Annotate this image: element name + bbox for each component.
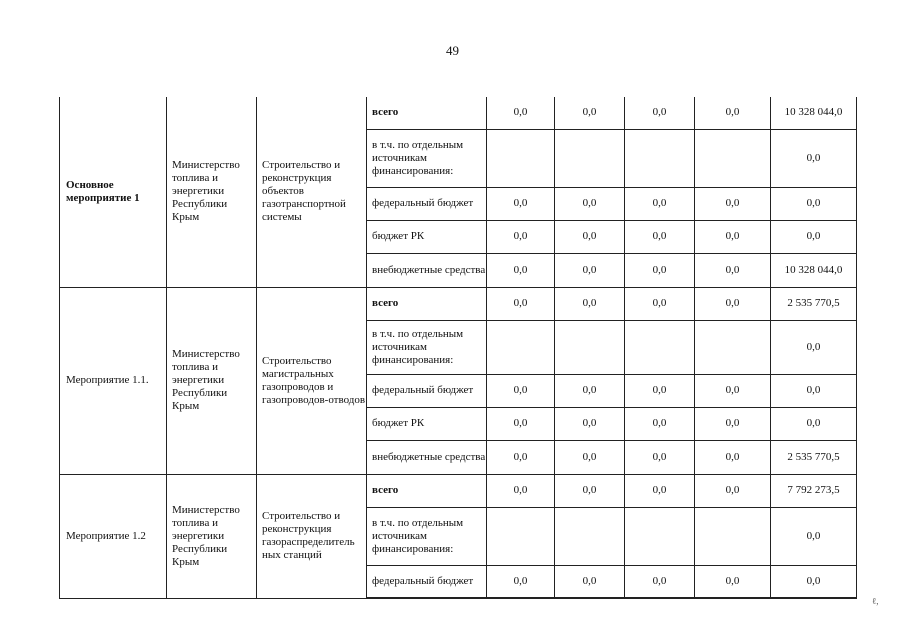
funding-source-cell: в т.ч. по отдельным источникам финансирования: [367,507,487,565]
amount-cell: 0,0 [771,220,857,253]
amount-cell [555,320,625,374]
executor-cell: Министерство топлива и энергетики Республики Крым [167,287,257,474]
description-cell: Строительство и реконструкция газораспределитель ных станций [257,474,367,598]
funding-source-cell: в т.ч. по отдельным источникам финансирования: [367,320,487,374]
table-row [60,474,857,507]
amount-cell: 0,0 [555,565,625,598]
amount-cell: 0,0 [625,220,695,253]
amount-cell [625,320,695,374]
amount-cell [555,507,625,565]
amount-cell [695,507,771,565]
amount-cell: 0,0 [695,287,771,320]
funding-source-cell: в т.ч. по отдельным источникам финансирования: [367,129,487,187]
amount-cell: 0,0 [695,474,771,507]
funding-source-cell: федеральный бюджет [367,565,487,598]
funding-source-cell: всего [367,97,487,129]
funding-source-cell: всего [367,474,487,507]
amount-cell [487,129,555,187]
amount-cell: 0,0 [695,220,771,253]
amount-cell: 0,0 [695,407,771,440]
amount-cell: 0,0 [487,374,555,407]
amount-cell: 0,0 [625,287,695,320]
table-row [60,287,857,320]
amount-cell [695,320,771,374]
amount-cell: 0,0 [625,187,695,220]
amount-cell: 0,0 [771,320,857,374]
amount-cell: 0,0 [625,253,695,287]
amount-cell: 0,0 [555,187,625,220]
description-cell: Строительство магистральных газопроводов и газопроводов-отводов [257,287,367,474]
financing-table [59,97,857,599]
amount-cell: 0,0 [625,97,695,129]
amount-cell: 0,0 [625,407,695,440]
scan-mark: ℓ, [872,596,879,606]
funding-source-cell: федеральный бюджет [367,374,487,407]
funding-source-cell: всего [367,287,487,320]
measure-name-cell: Основное мероприятие 1 [60,97,167,287]
funding-source-cell: внебюджетные средства [367,253,487,287]
funding-source-cell: бюджет РК [367,407,487,440]
amount-cell: 0,0 [555,407,625,440]
amount-cell [487,507,555,565]
page-number: 49 [446,43,459,58]
amount-cell: 0,0 [771,507,857,565]
funding-source-cell: внебюджетные средства [367,440,487,474]
funding-source-cell: бюджет РК [367,220,487,253]
amount-cell [487,320,555,374]
amount-cell: 0,0 [695,374,771,407]
amount-cell: 0,0 [625,474,695,507]
amount-cell: 0,0 [625,440,695,474]
measure-name-cell: Мероприятие 1.1. [60,287,167,474]
amount-cell: 0,0 [555,97,625,129]
amount-cell: 0,0 [695,440,771,474]
amount-cell [555,129,625,187]
amount-cell [625,507,695,565]
amount-cell: 10 328 044,0 [771,97,857,129]
table-row [60,97,857,129]
amount-cell: 0,0 [555,474,625,507]
amount-cell: 0,0 [695,187,771,220]
amount-cell: 2 535 770,5 [771,287,857,320]
amount-cell: 0,0 [487,220,555,253]
amount-cell: 10 328 044,0 [771,253,857,287]
amount-cell: 0,0 [487,474,555,507]
amount-cell: 0,0 [555,287,625,320]
amount-cell: 2 535 770,5 [771,440,857,474]
description-cell: Строительство и реконструкция объектов газотранспортной системы [257,97,367,287]
executor-cell: Министерство топлива и энергетики Республики Крым [167,97,257,287]
executor-cell: Министерство топлива и энергетики Республики Крым [167,474,257,598]
amount-cell: 0,0 [695,97,771,129]
amount-cell: 0,0 [555,440,625,474]
amount-cell: 0,0 [487,565,555,598]
amount-cell: 0,0 [555,253,625,287]
amount-cell: 0,0 [625,374,695,407]
amount-cell: 0,0 [555,220,625,253]
funding-source-cell: федеральный бюджет [367,187,487,220]
amount-cell: 0,0 [695,565,771,598]
amount-cell [695,129,771,187]
amount-cell: 0,0 [487,253,555,287]
amount-cell: 0,0 [625,565,695,598]
amount-cell: 0,0 [555,374,625,407]
amount-cell: 0,0 [487,287,555,320]
amount-cell: 0,0 [771,187,857,220]
measure-name-cell: Мероприятие 1.2 [60,474,167,598]
amount-cell: 0,0 [771,407,857,440]
amount-cell: 0,0 [695,253,771,287]
amount-cell: 0,0 [487,97,555,129]
amount-cell [625,129,695,187]
amount-cell: 0,0 [771,374,857,407]
amount-cell: 7 792 273,5 [771,474,857,507]
amount-cell: 0,0 [771,129,857,187]
amount-cell: 0,0 [771,565,857,598]
amount-cell: 0,0 [487,407,555,440]
amount-cell: 0,0 [487,187,555,220]
amount-cell: 0,0 [487,440,555,474]
